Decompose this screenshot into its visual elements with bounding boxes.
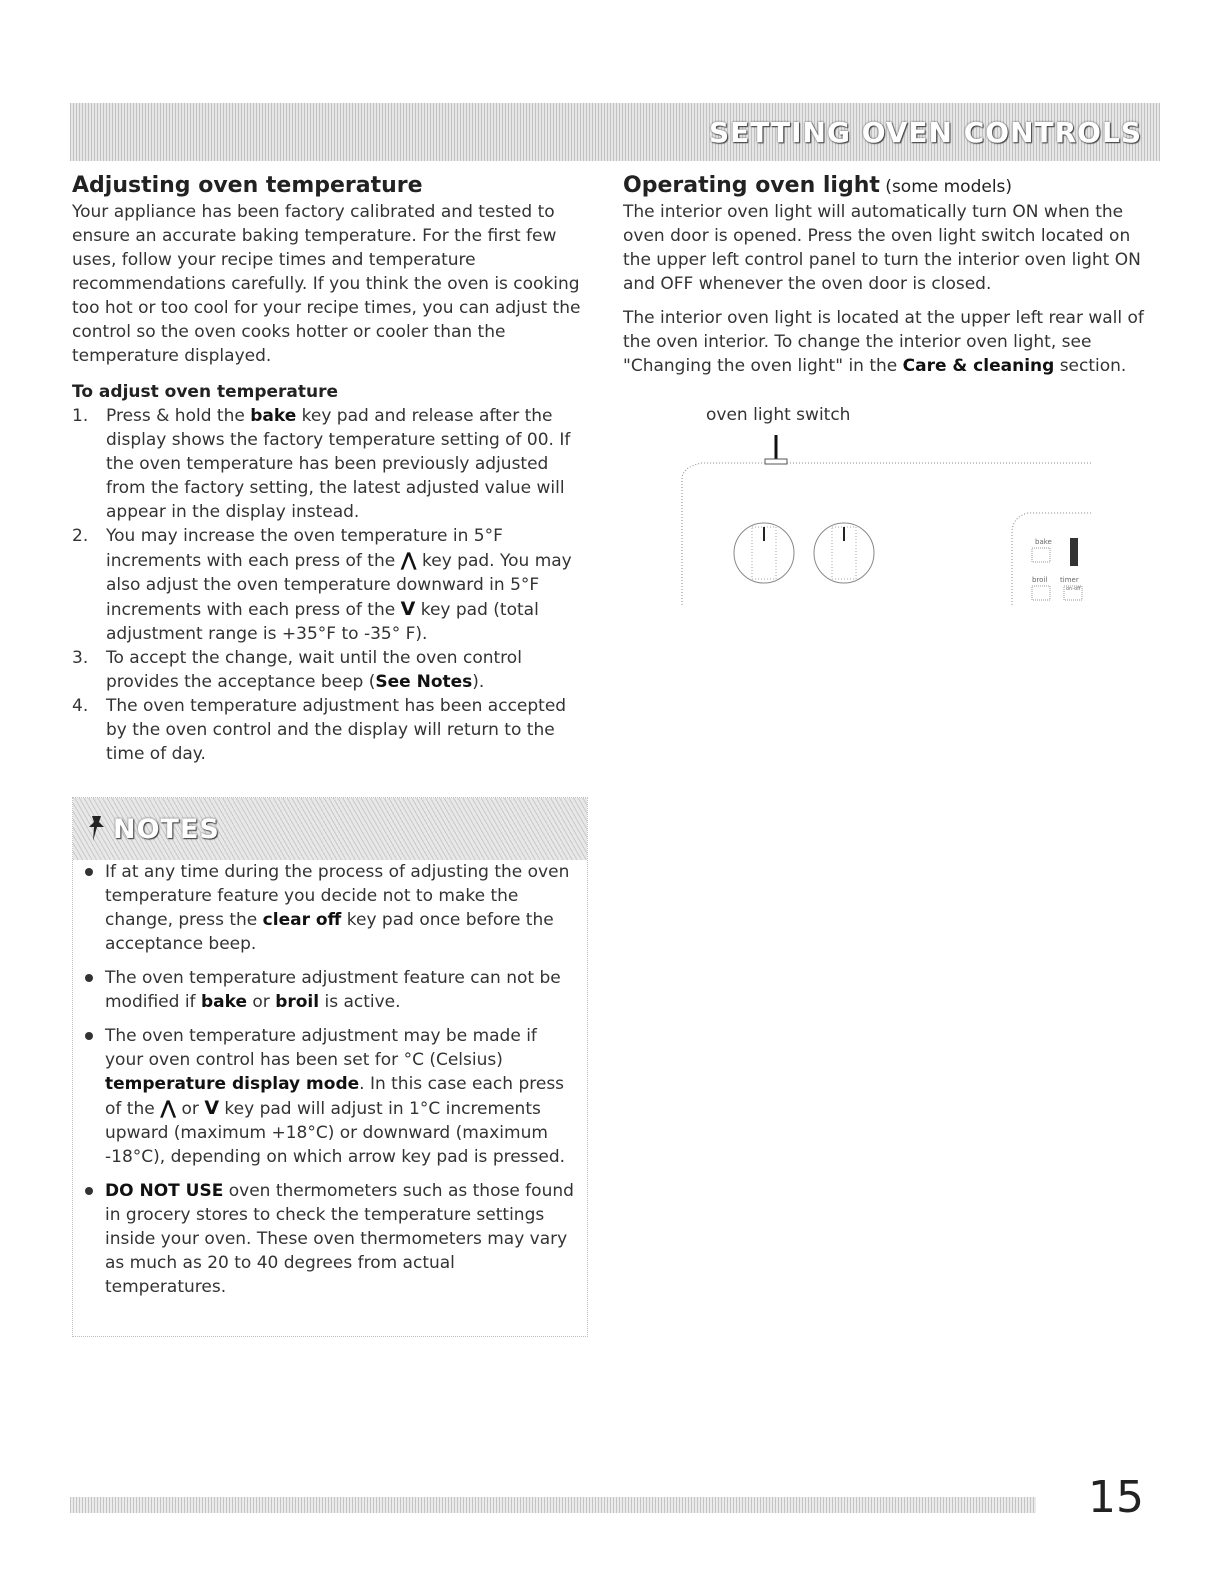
bullet-icon [85, 868, 93, 876]
note-item: The oven temperature adjustment feature can not be modified if bake or broil is active. [73, 966, 579, 1014]
bullet-icon [85, 1187, 93, 1195]
note-item: DO NOT USE oven thermometers such as those found in grocery stores to check the temperature settings inside your oven. These oven thermometers may vary as much as 20 to 40 degrees from actual temperatures. [73, 1179, 579, 1299]
up-arrow-icon: ⋀ [400, 549, 417, 571]
display-icon [1070, 538, 1078, 566]
notes-header [73, 798, 587, 860]
adjust-subheading: To adjust oven temperature [72, 382, 339, 402]
section-title: SETTING OVEN CONTROLS [708, 115, 1142, 149]
step-item: 3. To accept the change, wait until the oven control provides the acceptance beep (See Notes). [72, 648, 522, 692]
step-item: 2. You may increase the oven temperature in 5°F increments with each press of the ⋀ key pad. You may also adjust the oven temperature downward in 5°F increments with each press of the V key pad (total adjustment range is +35°F to -35° F). [72, 526, 572, 644]
broil-key-icon [1032, 586, 1050, 600]
bullet-icon [85, 974, 93, 982]
bullet-icon [85, 1032, 93, 1040]
down-arrow-icon: V [400, 598, 416, 620]
left-column [72, 173, 592, 766]
adjusting-intro: Your appliance has been factory calibrated and tested to ensure an accurate baking temperature. For the first few uses, follow your recipe times and temperature recommendations carefully. If you think the oven is cooking too hot or too cool for your recipe times, you can adjust the control so the oven cooks hotter or cooler than the temperature displayed. [72, 202, 581, 366]
down-arrow-icon: V [204, 1097, 220, 1119]
oven-light-switch-label: oven light switch [706, 405, 851, 425]
on-off-key-label: on-off [1066, 586, 1081, 592]
section-banner [70, 103, 1160, 161]
oven-light-paragraph-2: The interior oven light is located at the upper left rear wall of the oven interior. To change the interior oven light, see "Changing the oven light" in the Care & cleaning section. [623, 308, 1144, 376]
oven-light-heading: Operating oven light (some models) [623, 173, 1013, 198]
up-arrow-icon: ⋀ [160, 1097, 177, 1119]
adjusting-heading: Adjusting oven temperature [72, 173, 423, 198]
timer-key-label: timer [1060, 576, 1079, 584]
page-number: 15 [1088, 1472, 1144, 1523]
control-panel-drawing [680, 405, 1100, 610]
pushpin-icon [87, 814, 109, 844]
notes-title: NOTES [113, 813, 220, 845]
adjust-steps [72, 404, 592, 766]
light-switch-icon [765, 459, 787, 464]
bake-key-icon [1032, 548, 1050, 562]
step-item: 1. Press & hold the bake key pad and release after the display shows the factory temperature setting of 00. If the oven temperature has been previously adjusted from the factory setting, the latest adjusted value will appear in the display instead. [72, 406, 571, 522]
note-item: If at any time during the process of adjusting the oven temperature feature you decide not to make the change, press the clear off key pad once before the acceptance beep. [73, 860, 579, 956]
step-item: 4. The oven temperature adjustment has been accepted by the oven control and the display will return to the time of day. [72, 696, 567, 764]
right-column [623, 173, 1158, 378]
notes-list [73, 860, 587, 1299]
notes-box [72, 797, 588, 1337]
broil-key-label: broil [1032, 576, 1048, 584]
bake-key-label: bake [1035, 538, 1052, 546]
control-panel-diagram [680, 405, 1100, 610]
note-item: The oven temperature adjustment may be made if your oven control has been set for °C (Celsius) temperature display mode. In this case each press of the ⋀ or V key pad will adjust in 1°C increments upward (maximum +18°C) or downward (maximum -18°C), depending on which arrow key pad is pressed. [73, 1024, 579, 1169]
oven-light-paragraph-1: The interior oven light will automatically turn ON when the oven door is opened. Press the oven light switch located on the upper left control panel to turn the interior oven light ON and OFF whenever the oven door is closed. [623, 202, 1141, 294]
footer-bar [70, 1497, 1036, 1513]
